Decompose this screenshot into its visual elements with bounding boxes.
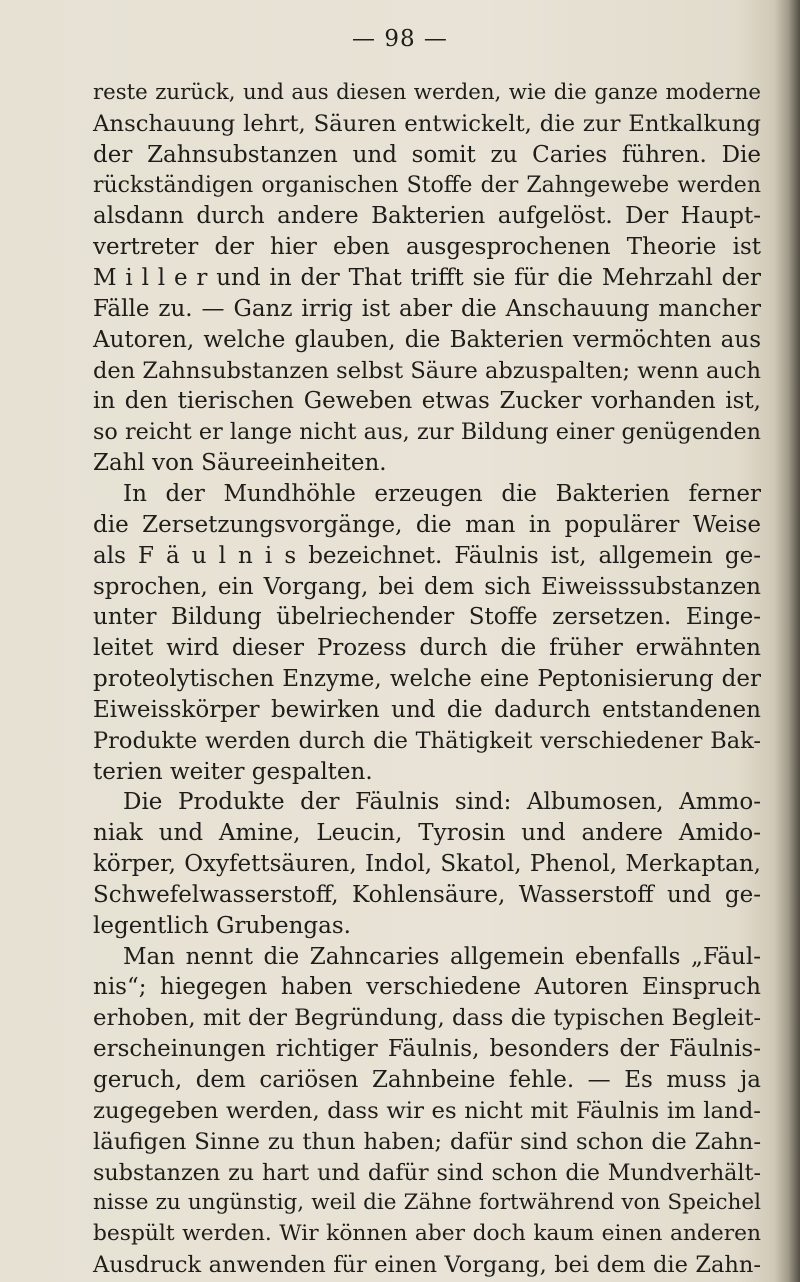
text-line: vertreter der hier eben ausgesprochenen Theorie ist — [93, 234, 761, 261]
text-line: die Zersetzungsvorgänge, die man in populärer Weise — [93, 511, 761, 538]
text-line: substanzen zu hart und dafür sind schon die Mundverhält- — [93, 1159, 761, 1186]
text-line: Fälle zu. — Ganz irrig ist aber die Anschauung mancher — [93, 295, 761, 322]
text-line: erhoben, mit der Begründung, dass die typischen Begleit- — [93, 1005, 762, 1032]
text-line: der Zahnsubstanzen und somit zu Caries führen. Die — [93, 141, 761, 168]
text-line: Autoren, welche glauben, die Bakterien vermöchten aus — [93, 326, 761, 353]
text-line: nis“; hiegegen haben verschiedene Autoren Einspruch — [93, 974, 761, 1001]
text-line: Ausdruck anwenden für einen Vorgang, bei dem die Zahn- — [93, 1252, 761, 1279]
text-line: Produkte werden durch die Thätigkeit verschiedener Bak- — [93, 727, 761, 754]
text-line: rückständigen organischen Stoffe der Zahngewebe werden — [93, 172, 761, 198]
text-line-paragraph-end: terien weiter gespalten. — [93, 758, 373, 785]
text-line: so reicht er lange nicht aus, zur Bildung einer genügenden — [93, 419, 761, 446]
text-line: den Zahnsubstanzen selbst Säure abzuspalten; wenn auch — [93, 357, 761, 384]
text-line: nisse zu ungünstig, weil die Zähne fortwährend von Speichel — [93, 1190, 761, 1216]
text-line-paragraph-start: In der Mundhöhle erzeugen die Bakterien ferner — [123, 480, 761, 507]
text-line: läufigen Sinne zu thun haben; dafür sind schon die Zahn- — [93, 1128, 761, 1155]
text-line: als F ä u l n i s bezeichnet. Fäulnis ist, allgemein ge- — [93, 542, 761, 569]
page-number: — 98 — — [352, 26, 448, 52]
text-line: sprochen, ein Vorgang, bei dem sich Eiweisssubstanzen — [93, 573, 761, 600]
page-edge-shadow — [774, 0, 800, 1282]
text-line-paragraph-end: legentlich Grubengas. — [93, 912, 351, 939]
text-line: niak und Amine, Leucin, Tyrosin und andere Amido- — [93, 820, 761, 847]
text-line: leitet wird dieser Prozess durch die früher erwähnten — [93, 635, 761, 662]
text-line: in den tierischen Geweben etwas Zucker vorhanden ist, — [93, 388, 761, 415]
text-line-paragraph-end: Zahl von Säureeinheiten. — [93, 450, 387, 477]
text-line: Anschauung lehrt, Säuren entwickelt, die zur Entkalkung — [93, 110, 761, 137]
text-line-paragraph-start: Man nennt die Zahncaries allgemein ebenfalls „Fäul- — [123, 943, 761, 970]
text-line: M i l l e r und in der That trifft sie für die Mehrzahl der — [93, 265, 761, 292]
text-line: zugegeben werden, dass wir es nicht mit Fäulnis im land- — [93, 1097, 761, 1124]
text-line: proteolytischen Enzyme, welche eine Peptonisierung der — [93, 666, 761, 693]
text-line: unter Bildung übelriechender Stoffe zersetzen. Einge- — [93, 604, 761, 631]
text-line: alsdann durch andere Bakterien aufgelöst. Der Haupt- — [93, 203, 761, 230]
text-line: geruch, dem cariösen Zahnbeine fehle. — Es muss ja — [93, 1067, 761, 1093]
text-line: Schwefelwasserstoff, Kohlensäure, Wasserstoff und ge- — [93, 881, 761, 908]
text-line-paragraph-start: Die Produkte der Fäulnis sind: Albumosen, Ammo- — [123, 789, 761, 816]
text-line: Eiweisskörper bewirken und die dadurch entstandenen — [93, 696, 761, 723]
text-line: bespült werden. Wir können aber doch kaum einen anderen — [93, 1221, 761, 1247]
text-line: erscheinungen richtiger Fäulnis, besonders der Fäulnis- — [93, 1036, 761, 1063]
text-line: körper, Oxyfettsäuren, Indol, Skatol, Phenol, Merkaptan, — [93, 851, 761, 878]
body-text — [93, 78, 761, 1281]
text-line: reste zurück, und aus diesen werden, wie die ganze moderne — [93, 80, 761, 105]
